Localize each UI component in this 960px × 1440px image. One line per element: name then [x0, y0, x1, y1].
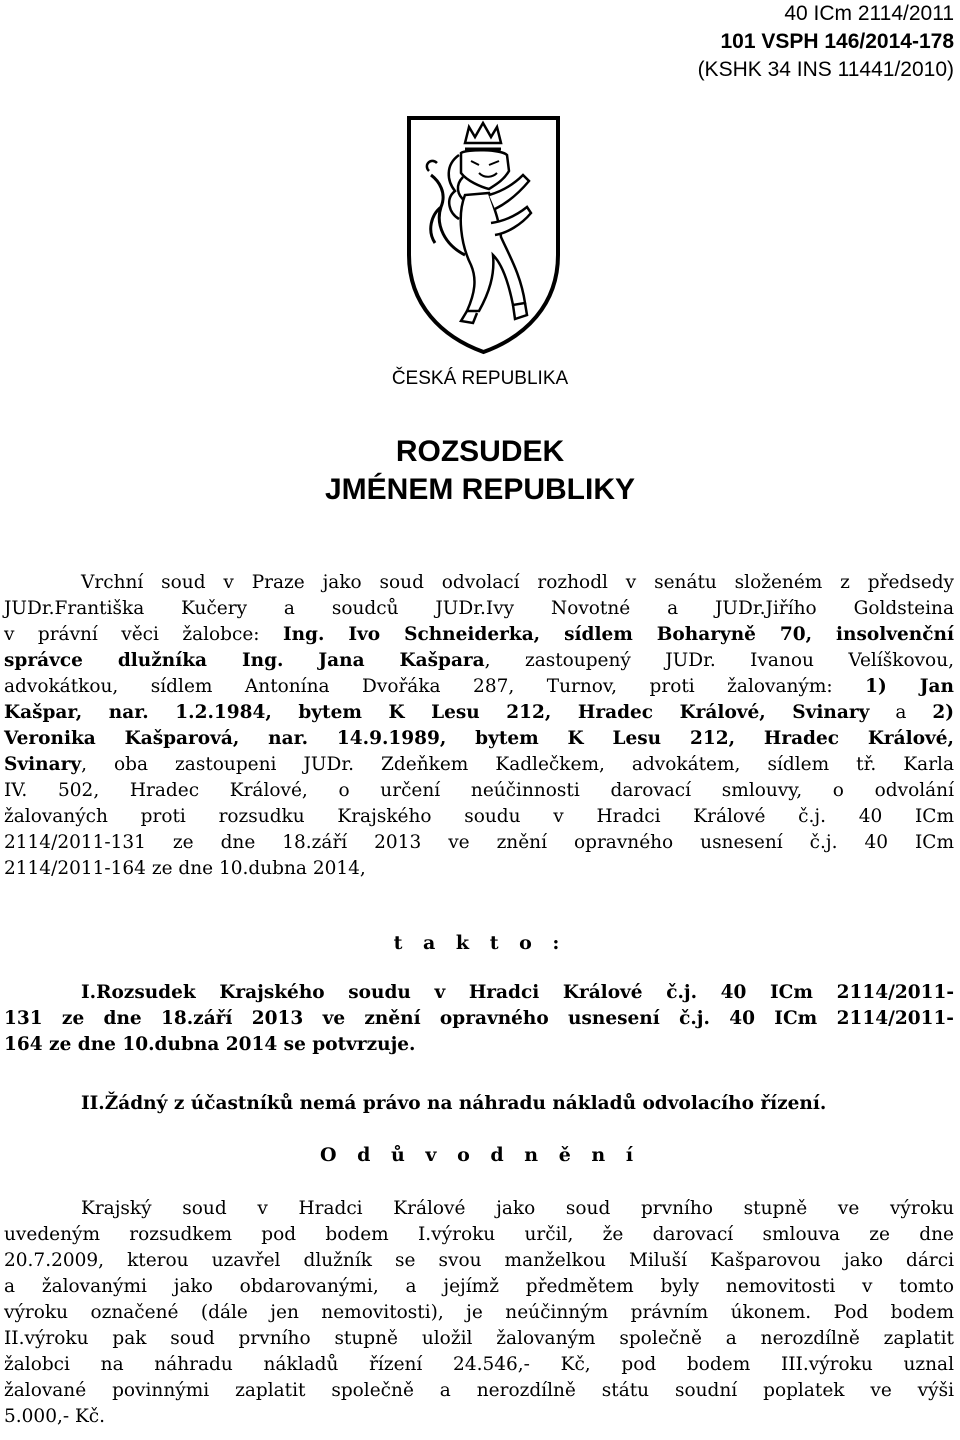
text-line	[4, 1006, 954, 1032]
text-segment: Krajský soud v Hradci Králové jako soud prvního stupně ve výroku	[81, 1198, 954, 1219]
text-line	[4, 830, 954, 856]
text-line	[4, 596, 954, 622]
bold-text: II.Žádný z účastníků nemá právo na náhradu nákladů odvolacího řízení.	[81, 1093, 827, 1114]
bold-text: 1) Jan	[865, 676, 954, 697]
text-line	[4, 726, 954, 752]
bold-text: správce dlužníka Ing. Jana Kašpara	[4, 650, 485, 671]
reasoning-paragraph	[4, 1196, 954, 1430]
text-segment: v právní věci žalobce:	[4, 624, 283, 645]
title-line-1: ROZSUDEK	[395, 435, 565, 468]
text-segment: 5.000,- Kč.	[4, 1406, 106, 1427]
text-line	[4, 1300, 954, 1326]
text-segment: 20.7.2009, kterou uzavřel dlužník se svou manželkou Miluší Kašparovou jako dárci	[4, 1250, 954, 1271]
bold-text: I.Rozsudek Krajského soudu v Hradci Králové č.j. 40 ICm 2114/2011-	[81, 982, 954, 1003]
text-line	[4, 1404, 954, 1430]
bold-text: 2)	[932, 702, 954, 723]
bold-text: 164 ze dne 10.dubna 2014 se potvrzuje.	[4, 1034, 416, 1055]
text-line	[4, 1032, 954, 1058]
state-name: ČESKÁ REPUBLIKA	[391, 368, 569, 389]
case-references	[698, 0, 954, 84]
introduction-paragraph	[4, 570, 954, 882]
title-line-2: JMÉNEM REPUBLIKY	[324, 473, 636, 506]
text-segment: 2114/2011-164 ze dne 10.dubna 2014,	[4, 858, 366, 879]
text-segment: a žalovanými jako obdarovanými, a jejímž předmětem byly nemovitosti v tomto	[4, 1276, 954, 1297]
text-segment: a	[869, 702, 933, 723]
text-segment: IV. 502, Hradec Králové, o určení neúčinnosti darovací smlouvy, o odvolání	[4, 780, 954, 801]
text-segment: 2114/2011-131 ze dne 18.září 2013 ve znění opravného usnesení č.j. 40 ICm	[4, 832, 954, 853]
text-line	[4, 1378, 954, 1404]
verdict-point-2	[4, 1091, 954, 1117]
text-segment: JUDr.Františka Kučery a soudců JUDr.Ivy Novotné a JUDr.Jiřího Goldsteina	[4, 598, 954, 619]
text-line	[4, 1352, 954, 1378]
bold-text: Veronika Kašparová, nar. 14.9.1989, bytem K Lesu 212, Hradec Králové,	[4, 728, 954, 749]
reasoning-heading: O d ů v o d n ě n í	[319, 1144, 641, 1166]
text-line	[4, 648, 954, 674]
text-line	[4, 1222, 954, 1248]
text-line	[4, 1248, 954, 1274]
text-line	[4, 980, 954, 1006]
text-segment: žalované povinnými zaplatit společně a nerozdílně státu soudní poplatek ve výši	[4, 1380, 954, 1401]
text-segment: , zastoupený JUDr. Ivanou Velíškovou,	[484, 650, 954, 671]
text-segment: , oba zastoupeni JUDr. Zdeňkem Kadlečkem, advokátem, sídlem tř. Karla	[81, 754, 954, 775]
bold-text: Kašpar, nar. 1.2.1984, bytem K Lesu 212, Hradec Králové, Svinary	[4, 702, 870, 723]
text-line	[4, 778, 954, 804]
text-segment: žalobci na náhradu nákladů řízení 24.546,- Kč, pod bodem III.výroku uznal	[4, 1354, 954, 1375]
verdict-point-1	[4, 980, 954, 1058]
document-title	[0, 433, 960, 509]
text-line	[4, 622, 954, 648]
text-line	[4, 804, 954, 830]
text-line	[4, 752, 954, 778]
text-line	[4, 1196, 954, 1222]
text-segment: výroku označené (dále jen nemovitosti), je neúčinným právním úkonem. Pod bodem	[4, 1302, 954, 1323]
text-line	[4, 856, 954, 882]
text-segment: uvedeným rozsudkem pod bodem I.výroku určil, že darovací smlouva ze dne	[4, 1224, 954, 1245]
text-line	[4, 700, 954, 726]
text-segment: žalovaných proti rozsudku Krajského soudu v Hradci Králové č.j. 40 ICm	[4, 806, 954, 827]
verdict-heading: t a k t o :	[393, 932, 567, 954]
bold-text: Svinary	[4, 754, 82, 775]
insolvency-case-number: (KSHK 34 INS 11441/2010)	[697, 58, 954, 81]
appeal-case-number: 101 VSPH 146/2014-178	[720, 30, 954, 53]
text-line	[4, 1274, 954, 1300]
text-segment: II.výroku pak soud prvního stupně uložil žalovaným společně a nerozdílně zaplatit	[4, 1328, 954, 1349]
bold-text: 131 ze dne 18.září 2013 ve znění opravného usnesení č.j. 40 ICm 2114/2011-	[4, 1008, 954, 1029]
coat-of-arms-emblem	[405, 115, 562, 355]
text-line	[4, 1091, 954, 1117]
text-line	[4, 674, 954, 700]
case-number: 40 ICm 2114/2011	[784, 2, 954, 25]
text-line	[4, 1326, 954, 1352]
bold-text: Ing. Ivo Schneiderka, sídlem Boharyně 70, insolvenční	[282, 624, 954, 645]
text-segment: advokátkou, sídlem Antonína Dvořáka 287, Turnov, proti žalovaným:	[4, 676, 866, 697]
text-segment: Vrchní soud v Praze jako soud odvolací rozhodl v senátu složeném z předsedy	[81, 572, 954, 593]
text-line	[4, 570, 954, 596]
